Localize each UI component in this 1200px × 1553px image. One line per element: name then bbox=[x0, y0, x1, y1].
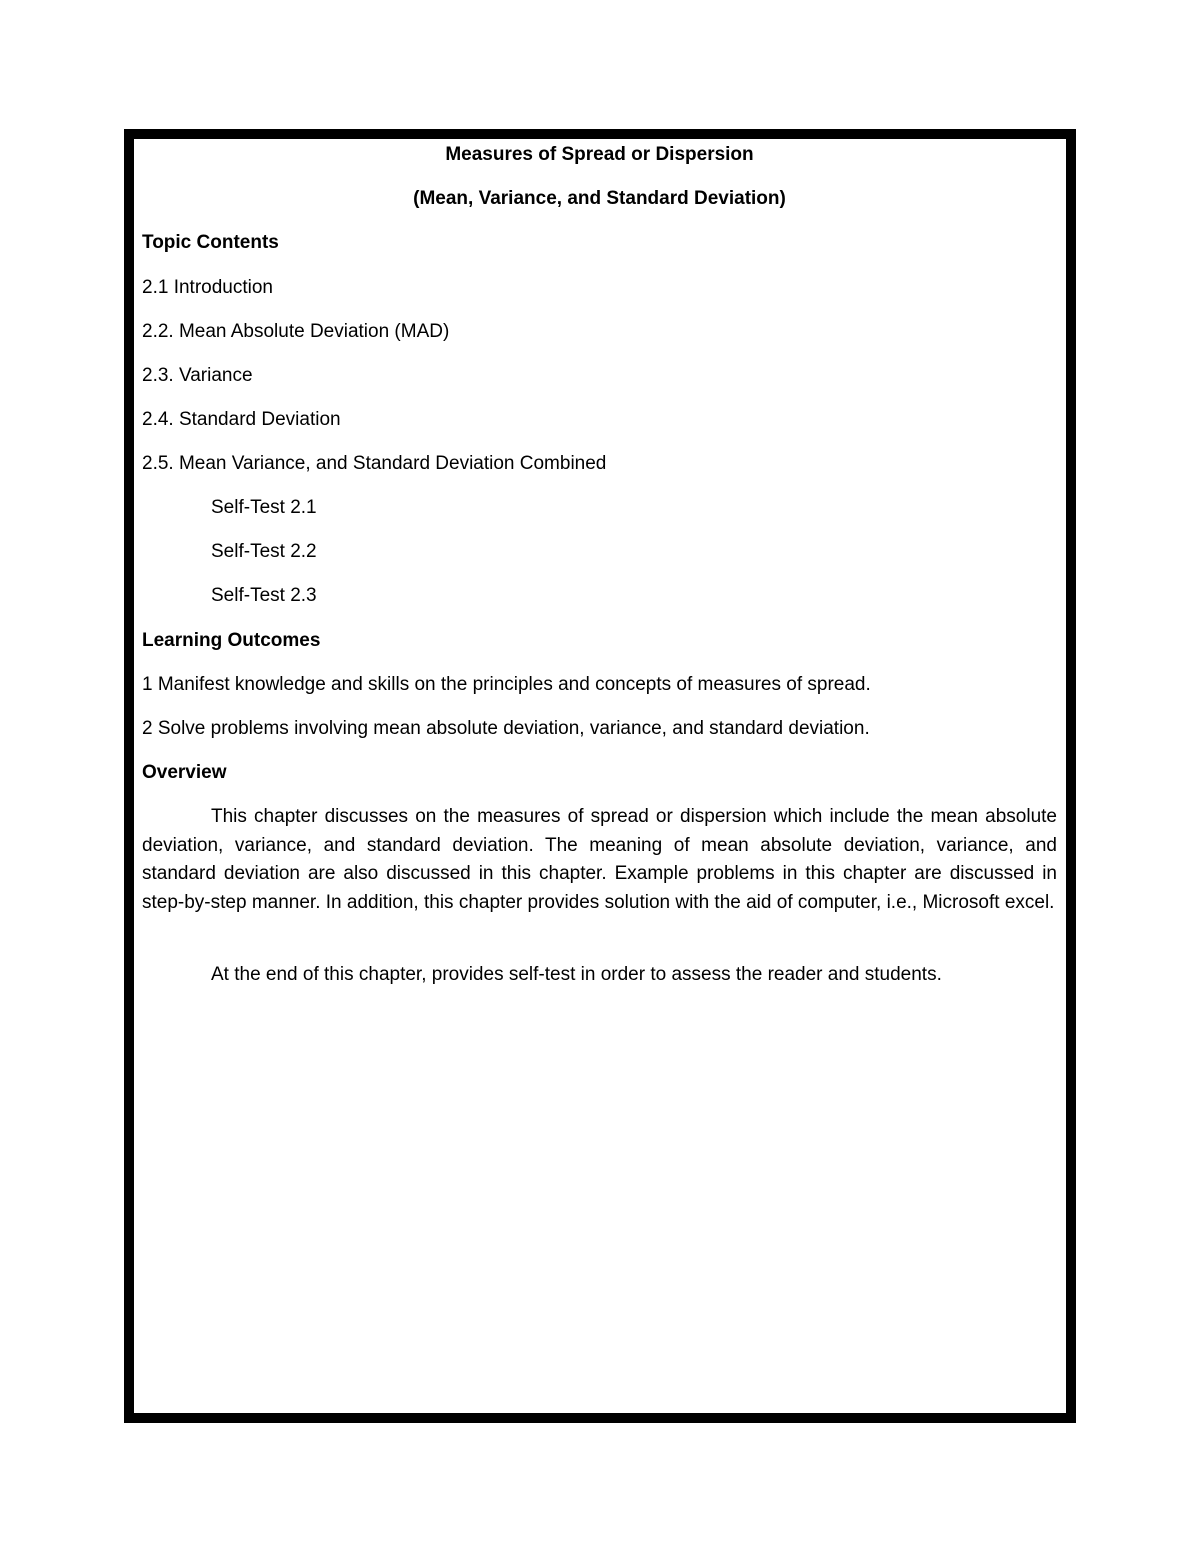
topic-item: 2.1 Introduction bbox=[142, 277, 273, 298]
topic-contents-heading: Topic Contents bbox=[142, 232, 279, 253]
document-subtitle: (Mean, Variance, and Standard Deviation) bbox=[413, 188, 786, 209]
topic-item: 2.2. Mean Absolute Deviation (MAD) bbox=[142, 321, 450, 342]
topic-item: 2.3. Variance bbox=[142, 365, 253, 386]
self-test-item: Self-Test 2.2 bbox=[211, 541, 317, 562]
overview-paragraph: At the end of this chapter, provides self-test in order to assess the reader and students. bbox=[211, 964, 942, 985]
topic-item: 2.4. Standard Deviation bbox=[142, 409, 341, 430]
learning-outcome-item: 1 Manifest knowledge and skills on the principles and concepts of measures of spread. bbox=[142, 674, 871, 695]
overview-heading: Overview bbox=[142, 762, 227, 783]
self-test-item: Self-Test 2.3 bbox=[211, 585, 317, 606]
learning-outcomes-heading: Learning Outcomes bbox=[142, 630, 321, 651]
document-title: Measures of Spread or Dispersion bbox=[445, 144, 754, 165]
self-test-item: Self-Test 2.1 bbox=[211, 497, 317, 518]
topic-item: 2.5. Mean Variance, and Standard Deviation Combined bbox=[142, 453, 607, 474]
learning-outcome-item: 2 Solve problems involving mean absolute deviation, variance, and standard deviation. bbox=[142, 718, 870, 739]
overview-paragraph: This chapter discusses on the measures of spread or dispersion which include the mean absolute deviation, variance, and standard deviation. The meaning of mean absolute deviation, variance, and standard deviation are also discussed in this chapter. Example problems in this chapter are discussed in step-by-step manner. In addition, this chapter provides solution with the aid of computer, i.e., Microsoft excel. bbox=[142, 806, 1057, 913]
